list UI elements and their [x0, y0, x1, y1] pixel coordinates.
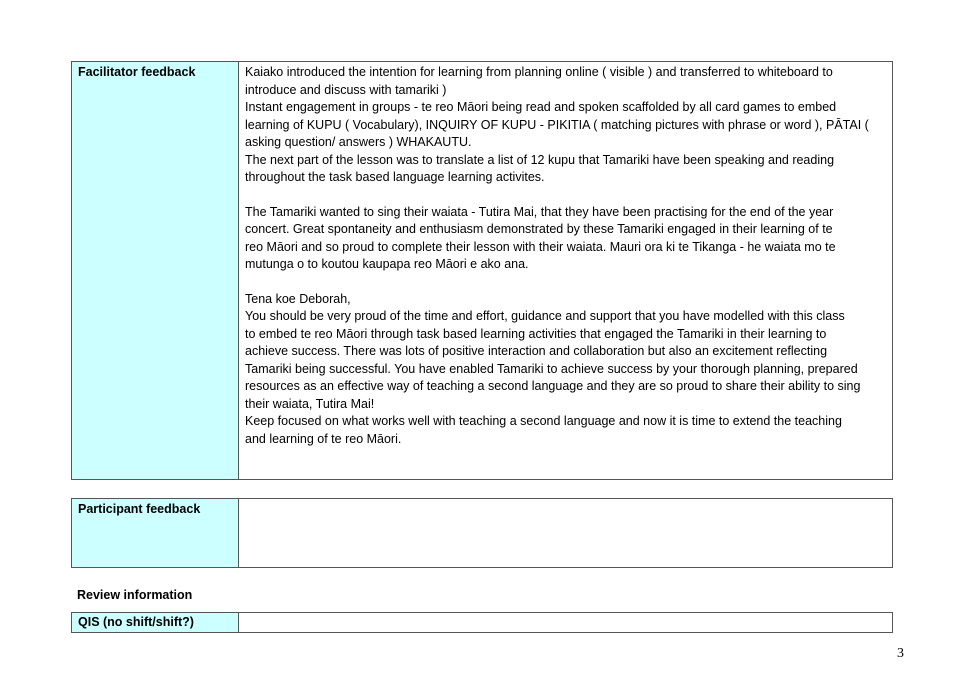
- feedback-line: and learning of te reo Māori.: [245, 431, 402, 446]
- page-number: 3: [897, 646, 904, 661]
- facilitator-feedback-table: [71, 61, 893, 480]
- feedback-line: resources as an effective way of teaching a second language and they are so proud to share their ability to sing: [245, 379, 861, 393]
- feedback-line: The Tamariki wanted to sing their waiata - Tutira Mai, that they have been practising for the end of the year: [245, 204, 834, 219]
- feedback-line: You should be very proud of the time and effort, guidance and support that you have modelled with this class: [245, 309, 845, 323]
- feedback-line: mutunga o to koutou kaupapa reo Māori e ako ana.: [245, 257, 529, 271]
- facilitator-feedback-label: Facilitator feedback: [72, 62, 239, 480]
- feedback-line: throughout the task based language learning activites.: [245, 170, 545, 184]
- feedback-line: to embed te reo Māori through task based learning activities that engaged the Tamariki in their learning to: [245, 326, 827, 341]
- review-information-heading: Review information: [77, 588, 193, 602]
- feedback-line: reo Māori and so proud to complete their lesson with their waiata. Mauri ora ki te Tikanga - he waiata mo te: [245, 239, 836, 254]
- feedback-line: Instant engagement in groups - te reo Māori being read and spoken scaffolded by all card games to embed: [245, 100, 837, 114]
- qis-table: [71, 612, 893, 633]
- feedback-line: Tamariki being successful. You have enabled Tamariki to achieve success by your thorough planning, prepared: [245, 361, 858, 376]
- feedback-line: achieve success. There was lots of positive interaction and collaboration but also an excitement reflecting: [245, 344, 828, 358]
- qis-value: [239, 613, 893, 633]
- qis-row: [72, 613, 893, 633]
- feedback-line: asking question/ answers ) WHAKAUTU.: [245, 135, 472, 149]
- feedback-paragraph: [245, 64, 886, 187]
- feedback-line: Keep focused on what works well with teaching a second language and now it is time to extend the teaching: [245, 414, 842, 428]
- feedback-line: their waiata, Tutira Mai!: [245, 396, 375, 411]
- participant-feedback-table: [71, 498, 893, 568]
- participant-feedback-label: Participant feedback: [72, 499, 239, 568]
- feedback-paragraph: [245, 291, 886, 449]
- qis-label: QIS (no shift/shift?): [72, 613, 239, 633]
- feedback-line: Kaiako introduced the intention for learning from planning online ( visible ) and transferred to whiteboard to: [245, 65, 833, 79]
- feedback-line: Tena koe Deborah,: [245, 291, 351, 306]
- facilitator-feedback-row: [72, 62, 893, 480]
- feedback-paragraph: [245, 204, 886, 274]
- feedback-line: The next part of the lesson was to translate a list of 12 kupu that Tamariki have been speaking and reading: [245, 152, 835, 167]
- facilitator-feedback-content: [239, 62, 893, 480]
- participant-feedback-content: [239, 499, 893, 568]
- feedback-line: learning of KUPU ( Vocabulary), INQUIRY OF KUPU - PIKITIA ( matching pictures with phrase or word ), PĀTAI (: [245, 117, 869, 132]
- feedback-line: concert. Great spontaneity and enthusiasm demonstrated by these Tamariki engaged in their learning of te: [245, 222, 833, 236]
- feedback-line: introduce and discuss with tamariki ): [245, 82, 447, 97]
- participant-feedback-row: [72, 499, 893, 568]
